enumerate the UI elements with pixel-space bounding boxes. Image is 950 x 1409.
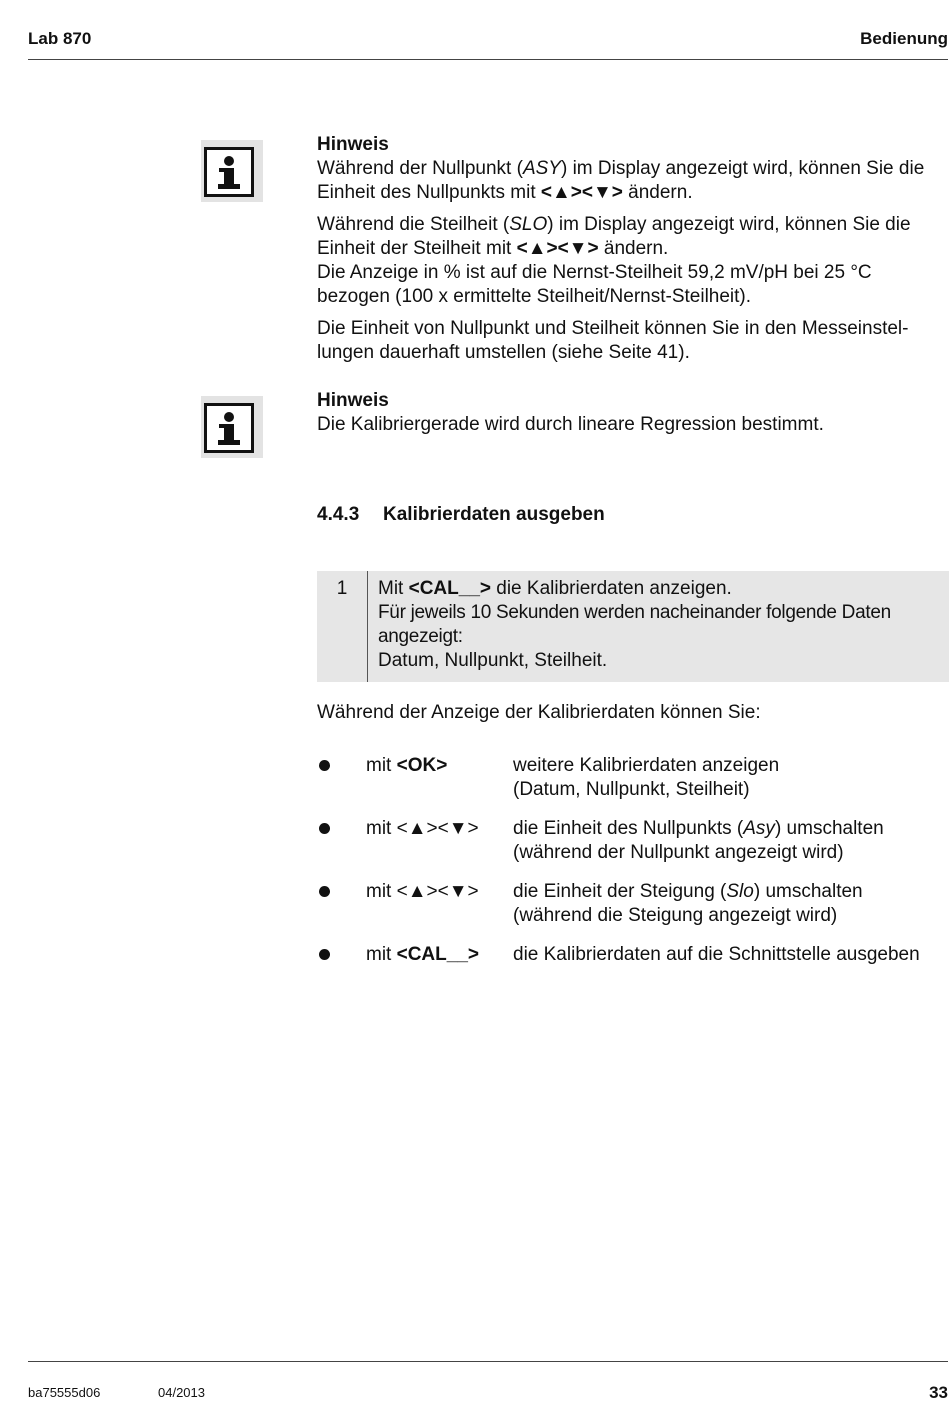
- note-title: Hinweis: [317, 134, 389, 155]
- note-title: Hinweis: [317, 390, 389, 411]
- option-key: mit <OK>: [366, 755, 448, 776]
- section-title: Kalibrierdaten ausgeben: [383, 504, 605, 525]
- note-paragraph: Die Einheit von Nullpunkt und Steilheit können Sie in den Messeinstellungen dauerhaft umstellen (siehe Seite 41).: [317, 318, 909, 363]
- bullet-icon: [319, 823, 330, 834]
- option-description: die Kalibrierdaten auf die Schnittstelle ausgeben: [513, 944, 920, 965]
- note-hinweis-1: [317, 133, 949, 365]
- step-text: Mit <CAL__> die Kalibrierdaten anzeigen. Für jeweils 10 Sekunden werden nacheinander folgende Daten angezeigt: Datum, Nullpunkt, Steilheit.: [378, 578, 891, 671]
- step-divider: [367, 571, 368, 682]
- header-title: Lab 870: [28, 29, 92, 48]
- info-icon: [201, 140, 263, 202]
- bullet-icon: [319, 949, 330, 960]
- bullet-icon: [319, 760, 330, 771]
- footer-doc-number: ba75555d06: [28, 1385, 101, 1400]
- section-number: 4.4.3: [317, 504, 360, 525]
- note-hinweis-2: [317, 389, 949, 437]
- header-section: Bedienung: [860, 29, 948, 48]
- option-key: mit <▲><▼>: [366, 818, 479, 839]
- note-paragraph: Die Kalibriergerade wird durch lineare Regression bestimmt.: [317, 414, 824, 435]
- step-number: 1: [336, 578, 348, 599]
- note-paragraph: Während die Steilheit (SLO) im Display angezeigt wird, können Sie die Einheit der Steilheit mit <▲><▼> ändern. Die Anzeige in % ist auf die Nernst-Steilheit 59,2 mV/pH bei 25 °C bezogen (100 x ermittelte Steilheit/Nernst-Steilheit).: [317, 214, 911, 307]
- bullet-icon: [319, 886, 330, 897]
- info-icon: [201, 396, 263, 458]
- options-intro: Während der Anzeige der Kalibrierdaten können Sie:: [317, 702, 761, 723]
- option-description: die Einheit der Steigung (Slo) umschalten (während die Steigung angezeigt wird): [513, 881, 863, 926]
- footer-divider: [28, 1361, 948, 1362]
- header-divider: [28, 59, 948, 60]
- option-description: weitere Kalibrierdaten anzeigen (Datum, Nullpunkt, Steilheit): [513, 755, 780, 800]
- option-key: mit <CAL__>: [366, 944, 479, 965]
- footer-date: 04/2013: [158, 1385, 205, 1400]
- section-heading: [317, 504, 605, 526]
- note-paragraph: Während der Nullpunkt (ASY) im Display angezeigt wird, können Sie die Einheit des Nullpunkts mit <▲><▼> ändern.: [317, 158, 925, 203]
- option-description: die Einheit des Nullpunkts (Asy) umschalten (während der Nullpunkt angezeigt wird): [513, 818, 884, 863]
- page-number: 33: [929, 1383, 948, 1402]
- step-table: [317, 571, 949, 682]
- option-key: mit <▲><▼>: [366, 881, 479, 902]
